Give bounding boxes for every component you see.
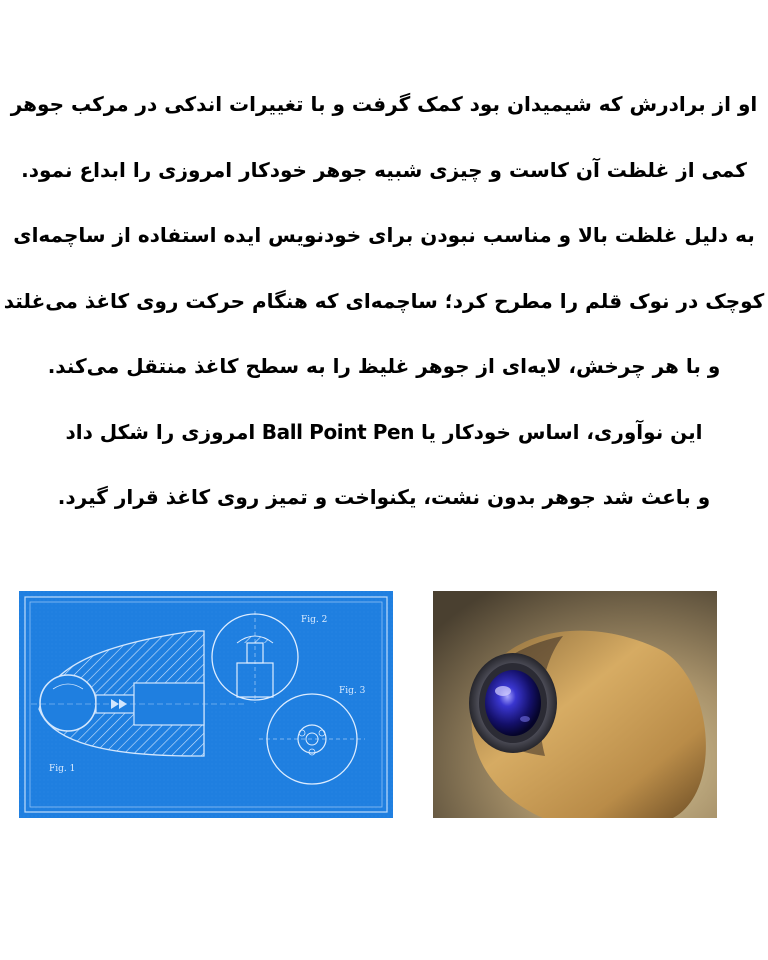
fig3-label: Fig. 3 [339, 686, 366, 696]
fig2-label: Fig. 2 [301, 615, 328, 625]
fig1-label: Fig. 1 [49, 764, 76, 774]
ballpoint-blueprint-image [19, 591, 393, 818]
paragraph-line: کوچک در نوک قلم را مطرح کرد؛ ساچمه‌ای که هنگام حرکت روی کاغذ می‌غلتد [3, 288, 765, 313]
ballpoint-tip-photo [433, 591, 717, 818]
paragraph-line: به دلیل غلظت بالا و مناسب نبودن برای خودنویس ایده استفاده از ساچمه‌ای [13, 223, 755, 247]
paragraph-line: کمی از غلظت آن کاست و چیزی شبیه جوهر خودکار امروزی را ابداع نمود. [21, 157, 747, 182]
paragraph-line: او از برادرش که شیمیدان بود کمک گرفت و با تغییرات اندکی در مرکب جوهر [10, 92, 758, 116]
paragraph-line: این نوآوری، اساس خودکار یا Ball Point Pen امروزی را شکل داد [65, 419, 703, 444]
paragraph-line: و باعث شد جوهر بدون نشت، یکنواخت و تمیز روی کاغذ قرار گیرد. [57, 485, 711, 509]
paragraph-line: و با هر چرخش، لایه‌ای از جوهر غلیظ را به سطح کاغذ منتقل می‌کند. [47, 354, 721, 378]
article-paragraph [0, 78, 768, 537]
